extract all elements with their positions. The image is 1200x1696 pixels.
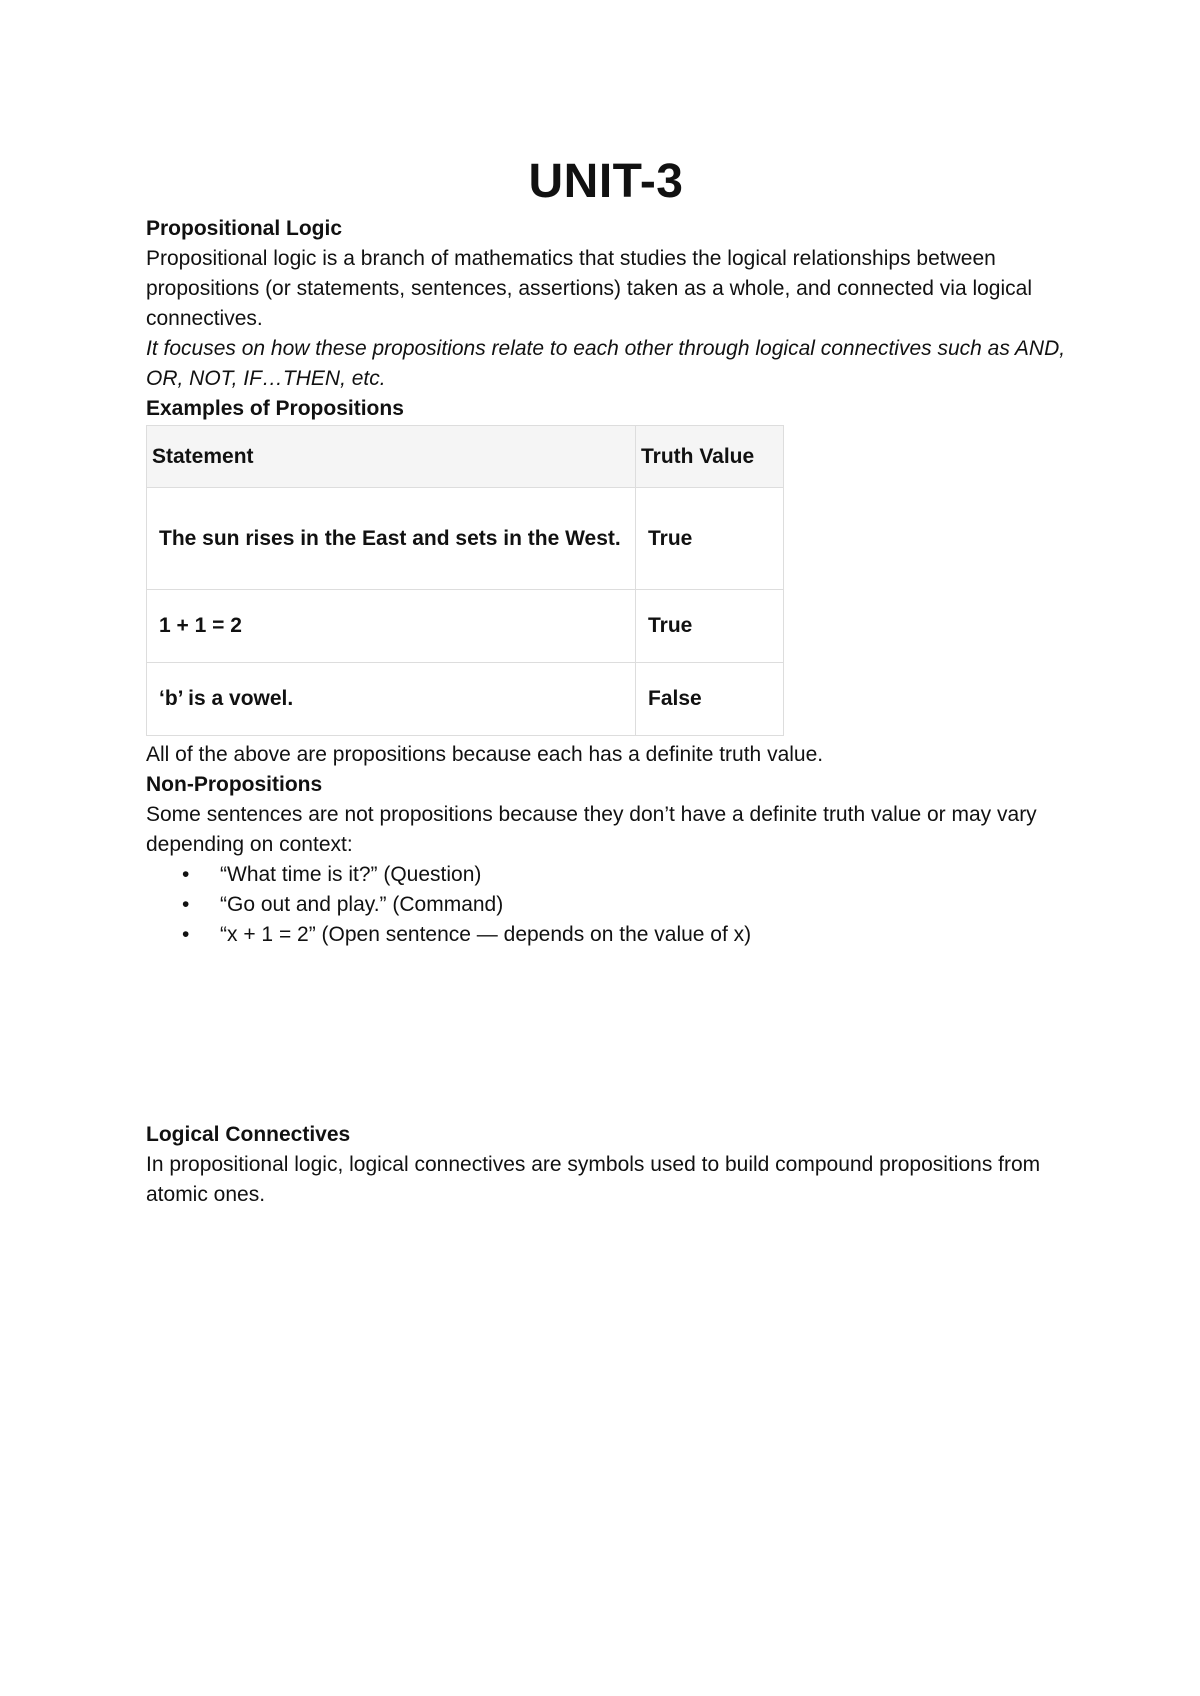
bullet-icon: •	[182, 863, 190, 886]
list-item	[182, 920, 1066, 950]
document-body	[146, 214, 1066, 1210]
table-cell-truth: True	[636, 488, 784, 590]
table-cell-statement: 1 + 1 = 2	[147, 590, 636, 663]
list-item	[182, 860, 1066, 890]
non-propositions-paragraph: Some sentences are not propositions because they don’t have a definite truth value or may vary depending on context:	[146, 803, 1037, 856]
examples-footer-text: All of the above are propositions because each has a definite truth value.	[146, 743, 824, 766]
table-row	[147, 663, 784, 736]
table-cell-truth: True	[636, 590, 784, 663]
table-header-statement: Statement	[147, 426, 636, 488]
list-item-text: “What time is it?” (Question)	[220, 863, 482, 886]
table-row	[147, 590, 784, 663]
examples-table	[146, 425, 784, 736]
table-header-truth-value: Truth Value	[636, 426, 784, 488]
table-header-row	[147, 426, 784, 488]
section-heading-examples: Examples of Propositions	[146, 397, 404, 420]
propositional-logic-italic-note: It focuses on how these propositions relate to each other through logical connectives such as AND, OR, NOT, IF…THEN, etc.	[146, 337, 1066, 390]
propositional-logic-paragraph: Propositional logic is a branch of mathematics that studies the logical relationships between propositions (or statements, sentences, assertions) taken as a whole, and connected via logical connectives.	[146, 247, 1032, 330]
logical-connectives-paragraph: In propositional logic, logical connectives are symbols used to build compound propositions from atomic ones.	[146, 1153, 1041, 1206]
bullet-icon: •	[182, 923, 190, 946]
blank-space	[146, 950, 1066, 1120]
bullet-icon: •	[182, 893, 190, 916]
table-row	[147, 488, 784, 590]
table-cell-statement: ‘b’ is a vowel.	[147, 663, 636, 736]
list-item-text: “Go out and play.” (Command)	[220, 893, 504, 916]
list-item-text: “x + 1 = 2” (Open sentence — depends on the value of x)	[220, 923, 752, 946]
section-heading-non-propositions: Non-Propositions	[146, 773, 323, 796]
table-cell-statement: The sun rises in the East and sets in the West.	[147, 488, 636, 590]
table-cell-truth: False	[636, 663, 784, 736]
section-heading-logical-connectives: Logical Connectives	[146, 1123, 351, 1146]
list-item	[182, 890, 1066, 920]
page-title: UNIT-3	[528, 155, 684, 208]
section-heading-propositional-logic: Propositional Logic	[146, 217, 343, 240]
non-propositions-list	[146, 860, 1066, 950]
